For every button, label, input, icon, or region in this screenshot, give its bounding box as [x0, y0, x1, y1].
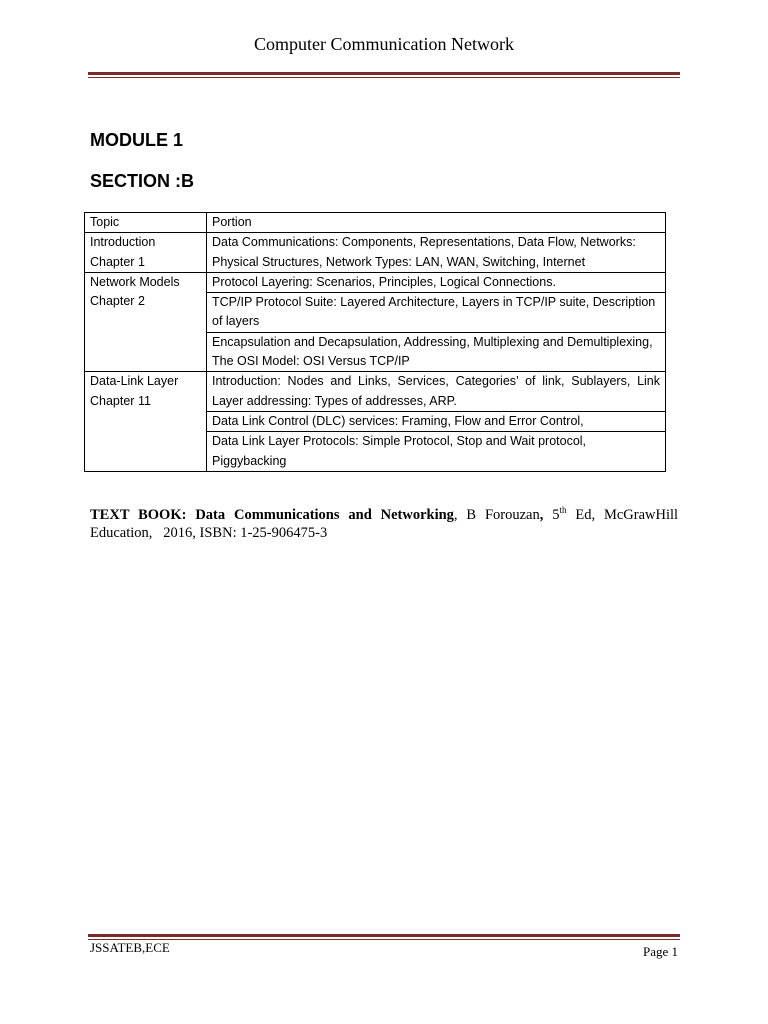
textbook-edition-suffix: th: [559, 505, 567, 515]
footer-institution: JSSATEB,ECE: [90, 940, 170, 955]
document-header-title: Computer Communication Network: [254, 34, 514, 54]
topic-chapter: Chapter 11: [90, 393, 151, 408]
header-rule-thick: [88, 72, 680, 75]
portion-cell: TCP/IP Protocol Suite: Layered Architecture, Layers in TCP/IP suite, Description of layers: [207, 293, 666, 333]
textbook-edition-number: 5: [543, 506, 560, 523]
textbook-comma: ,: [539, 506, 544, 523]
topic-chapter: Chapter 1: [90, 254, 145, 269]
footer-rule-thick: [88, 934, 680, 937]
topic-chapter: Chapter 2: [90, 294, 145, 309]
table-row: [85, 233, 666, 273]
header-rule-thin: [88, 77, 680, 78]
topic-cell: [85, 233, 207, 273]
textbook-title: Data Communications and Networking: [195, 506, 454, 523]
footer-rule-thin: [88, 939, 680, 940]
page-number: Page 1: [642, 944, 678, 959]
table-header-row: [85, 213, 666, 233]
portion-cell: Data Link Control (DLC) services: Framing, Flow and Error Control,: [207, 411, 666, 431]
table-row: [85, 272, 666, 292]
portion-cell: Data Communications: Components, Representations, Data Flow, Networks: Physical Structures, Network Types: LAN, WAN, Switching, Internet: [207, 233, 666, 273]
table-header-topic: Topic: [85, 213, 207, 233]
textbook-reference: [90, 501, 682, 542]
syllabus-table: [84, 212, 666, 472]
textbook-author: , B Forouzan: [453, 506, 540, 523]
portion-cell: Protocol Layering: Scenarios, Principles, Logical Connections.: [207, 272, 666, 292]
topic-name: Data-Link Layer: [90, 374, 179, 389]
topic-name: Network Models: [90, 274, 180, 289]
portion-cell: Data Link Layer Protocols: Simple Protocol, Stop and Wait protocol, Piggybacking: [207, 432, 666, 472]
portion-cell: Introduction: Nodes and Links, Services, Categories’ of link, Sublayers, Link Layer addressing: Types of addresses, ARP.: [207, 372, 666, 412]
topic-cell: [85, 372, 207, 471]
topic-cell: [85, 272, 207, 371]
topic-name: Introduction: [90, 235, 156, 250]
textbook-label: TEXT BOOK:: [90, 506, 187, 523]
table-row: [85, 372, 666, 412]
module-heading: MODULE 1: [90, 130, 184, 150]
table-header-portion: Portion: [207, 213, 666, 233]
textbook-publication-details: Ed, McGrawHill Education, 2016, ISBN: 1-25-906475-3: [90, 506, 682, 541]
section-heading: SECTION :B: [90, 171, 195, 191]
portion-cell: Encapsulation and Decapsulation, Addressing, Multiplexing and Demultiplexing, The OSI Model: OSI Versus TCP/IP: [207, 332, 666, 372]
